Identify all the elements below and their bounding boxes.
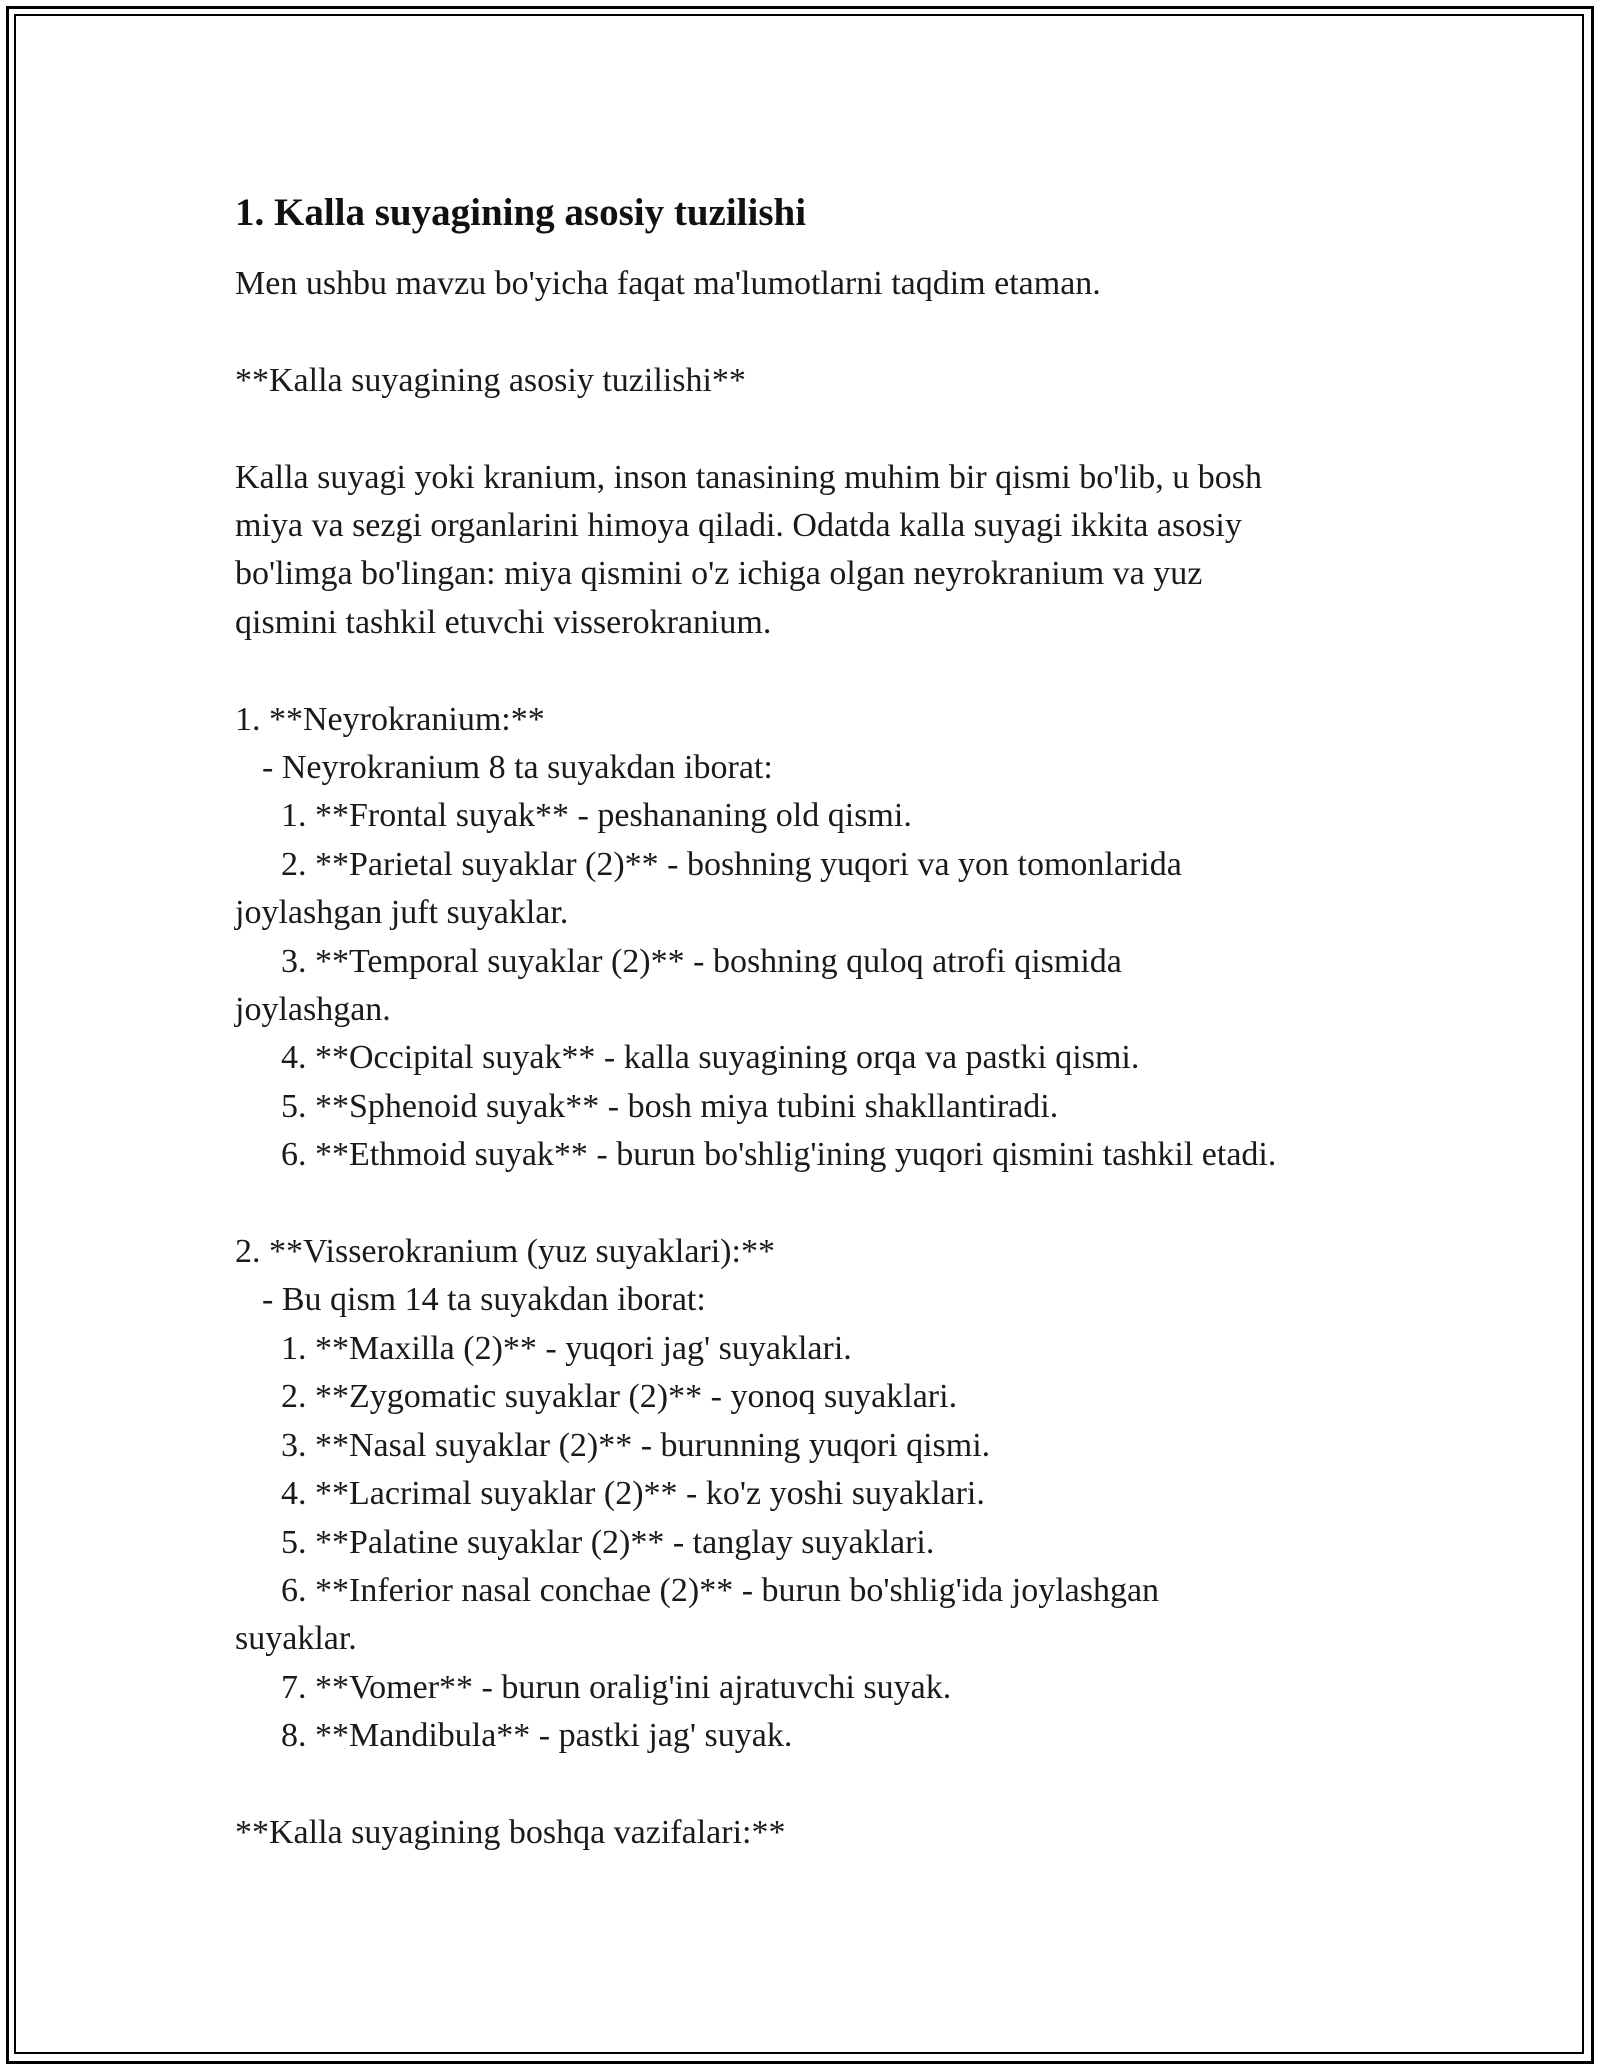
document-body bbox=[235, 186, 1395, 1857]
subheading: **Kalla suyagining asosiy tuzilishi** bbox=[235, 361, 746, 399]
intro-text: Men ushbu mavzu bo'yicha faqat ma'lumotlarni taqdim etaman. bbox=[235, 265, 1101, 302]
section2-subline: - Bu qism 14 ta suyakdan iborat: bbox=[262, 1281, 706, 1319]
list-item: 1. **Frontal suyak** - peshananing old qismi. bbox=[281, 797, 912, 835]
section1-heading: 1. **Neyrokranium:** bbox=[235, 700, 545, 738]
list-item: 4. **Occipital suyak** - kalla suyagining orqa va pastki qismi. bbox=[281, 1039, 1140, 1077]
list-item: 2. **Parietal suyaklar (2)** - boshning yuqori va yon tomonlarida bbox=[281, 845, 1182, 883]
list-item-continuation: suyaklar. bbox=[235, 1620, 357, 1658]
list-item: 8. **Mandibula** - pastki jag' suyak. bbox=[281, 1717, 793, 1755]
spacer bbox=[235, 1761, 1395, 1809]
list-item: 5. **Palatine suyaklar (2)** - tanglay suyaklari. bbox=[281, 1523, 935, 1561]
list-item: 6. **Ethmoid suyak** - burun bo'shlig'ining yuqori qismini tashkil etadi. bbox=[281, 1136, 1277, 1174]
list-item: 5. **Sphenoid suyak** - bosh miya tubini shakllantiradi. bbox=[281, 1087, 1059, 1125]
paragraph-line: Kalla suyagi yoki kranium, inson tanasining muhim bir qismi bo'lib, u bosh bbox=[235, 458, 1263, 496]
spacer bbox=[235, 405, 1395, 453]
paragraph-line: bo'limga bo'lingan: miya qismini o'z ichiga olgan neyrokranium va yuz bbox=[235, 555, 1203, 593]
paragraph-line: qismini tashkil etuvchi visserokranium. bbox=[235, 603, 772, 641]
spacer bbox=[235, 1180, 1395, 1228]
list-item: 3. **Temporal suyaklar (2)** - boshning quloq atrofi qismida bbox=[281, 942, 1122, 980]
list-item: 1. **Maxilla (2)** - yuqori jag' suyaklari. bbox=[281, 1329, 852, 1367]
list-item: 3. **Nasal suyaklar (2)** - burunning yuqori qismi. bbox=[281, 1426, 991, 1464]
paragraph-line: miya va sezgi organlarini himoya qiladi. Odatda kalla suyagi ikkita asosiy bbox=[235, 507, 1242, 544]
spacer bbox=[235, 647, 1395, 695]
document-title: 1. Kalla suyagining asosiy tuzilishi bbox=[235, 191, 807, 234]
section2-heading: 2. **Visserokranium (yuz suyaklari):** bbox=[235, 1233, 775, 1271]
list-item: 4. **Lacrimal suyaklar (2)** - ko'z yoshi suyaklari. bbox=[281, 1475, 985, 1513]
closing-heading: **Kalla suyagining boshqa vazifalari:** bbox=[235, 1813, 786, 1851]
list-item-continuation: joylashgan. bbox=[235, 991, 391, 1029]
spacer bbox=[235, 308, 1395, 356]
section1-subline: - Neyrokranium 8 ta suyakdan iborat: bbox=[262, 749, 773, 787]
list-item: 7. **Vomer** - burun oralig'ini ajratuvchi suyak. bbox=[281, 1668, 952, 1706]
list-item: 2. **Zygomatic suyaklar (2)** - yonoq suyaklari. bbox=[281, 1378, 958, 1416]
list-item-continuation: joylashgan juft suyaklar. bbox=[235, 894, 569, 932]
list-item: 6. **Inferior nasal conchae (2)** - burun bo'shlig'ida joylashgan bbox=[281, 1571, 1160, 1609]
